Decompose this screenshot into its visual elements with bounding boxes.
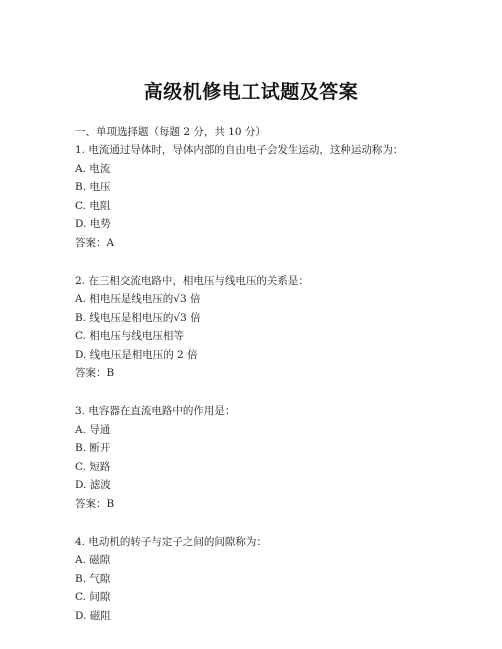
question-stem: 4. 电动机的转子与定子之间的间隙称为： [75,535,267,548]
question-1 [75,141,495,252]
section-heading: 一、单项选择题（每题 2 分，共 10 分） [75,126,266,138]
option-b: B. 断开 [75,442,111,454]
question-stem: 3. 电容器在直流电路中的作用是： [75,405,236,417]
answer-line: 答案：B [75,367,115,379]
question-3 [75,402,495,513]
question-4 [75,533,495,626]
option-c: C. 短路 [75,460,111,473]
question-stem: 1. 电流通过导体时，导体内部的自由电子会发生运动，这种运动称为： [75,144,404,156]
answer-line: 答案：A [75,236,115,249]
document-body [75,123,495,625]
option-b: B. 气隙 [75,572,111,585]
question-2 [75,272,495,383]
option-a: A. 磁隙 [75,554,111,566]
option-d: D. 磁阻 [75,609,111,622]
option-c: C. 相电压与线电压相等 [75,330,184,342]
option-d: D. 电势 [75,218,111,230]
option-c: C. 间隙 [75,591,111,603]
option-a: A. 相电压是线电压的√3 倍 [75,293,201,305]
option-b: B. 电压 [75,181,111,193]
option-a: A. 导通 [75,423,111,436]
option-b: B. 线电压是相电压的√3 倍 [75,311,201,324]
question-stem: 2. 在三相交流电路中，相电压与线电压的关系是： [75,274,309,287]
option-a: A. 电流 [75,162,111,175]
answer-line: 答案：B [75,497,115,510]
option-d: D. 滤波 [75,479,111,491]
option-d: D. 线电压是相电压的 2 倍 [75,348,198,361]
page-title: 高级机修电工试题及答案 [143,81,359,103]
option-c: C. 电阻 [75,199,111,212]
